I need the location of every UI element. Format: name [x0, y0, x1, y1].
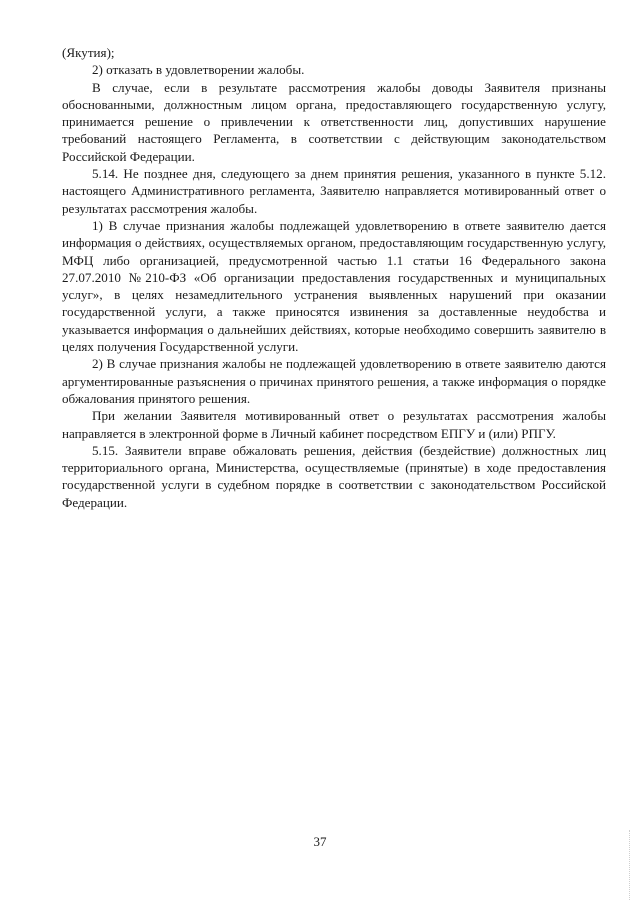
paragraph-section-5-14: 5.14. Не позднее дня, следующего за днем принятия решения, указанного в пункте 5.12. настоящего Административного регламента, Заявителю направляется мотивированный ответ о результатах рассмотрения жалобы.	[62, 166, 606, 216]
document-body	[62, 44, 606, 511]
scan-edge-mark	[629, 830, 632, 900]
paragraph-justified-complaint: В случае, если в результате рассмотрения жалобы доводы Заявителя признаны обоснованными, должностным лицом органа, предоставляющего государственную услугу, принимается решение о привлечении к ответственности лиц, допустивших нарушение требований настоящего Регламента, в соответствии с действующим законодательством Российской Федерации.	[62, 79, 606, 164]
paragraph-refuse-complaint: 2) отказать в удовлетворении жалобы.	[92, 62, 305, 78]
paragraph-section-5-15: 5.15. Заявители вправе обжаловать решения, действия (бездействие) должностных лиц территориального органа, Министерства, осуществляемые (принятые) в ходе предоставления государственной услуги в судебном порядке в соответствии с законодательством Российской Федерации.	[62, 442, 606, 510]
page-number: 37	[313, 834, 327, 849]
paragraph-complaint-rejected: 2) В случае признания жалобы не подлежащей удовлетворению в ответе заявителю даются аргументированные разъяснения о причинах принятого решения, а также информация о порядке обжалования принятого решения.	[62, 356, 606, 406]
paragraph-electronic-response: При желании Заявителя мотивированный ответ о результатах рассмотрения жалобы направляется в электронной форме в Личный кабинет посредством ЕПГУ и (или) РПГУ.	[62, 408, 606, 441]
paragraph-yakutia-line: (Якутия);	[62, 45, 115, 60]
paragraph-complaint-satisfied: 1) В случае признания жалобы подлежащей удовлетворению в ответе заявителю дается информация о действиях, осуществляемых органом, предоставляющим государственную услугу, МФЦ либо организацией, предусмотренной частью 1.1 статьи 16 Федерального закона 27.07.2010 №210-ФЗ «Об организации предоставления государственных и муниципальных услуг», в целях незамедлительного устранения выявленных нарушений при оказании государственной услуги, а также приносятся извинения за доставленные неудобства и указывается информация о дальнейших действиях, которые необходимо совершить заявителю в целях получения Государственной услуги.	[62, 217, 606, 355]
